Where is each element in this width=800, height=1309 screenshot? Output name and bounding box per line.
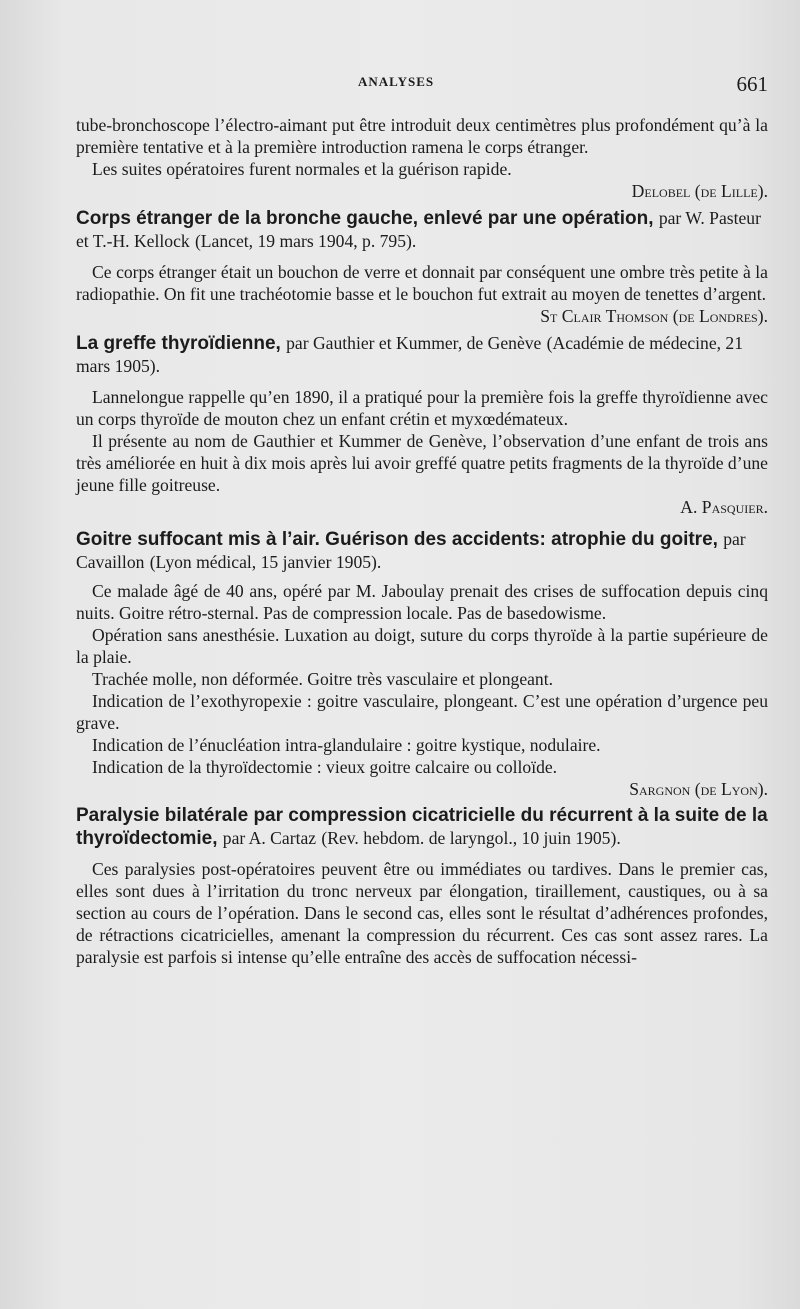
page-header [78, 72, 768, 100]
article [76, 207, 768, 327]
paragraph: Indication de l’exothyropexie : goitre vasculaire, plongeant. C’est une opération d’urgence peu grave. [76, 691, 768, 733]
paragraph: Il présente au nom de Gauthier et Kummer de Genève, l’observation d’une enfant de trois ans très améliorée en huit à dix mois après lui avoir greffé quatre petits fragments de la thyroïde d’une jeune fille goitreuse. [76, 431, 768, 495]
signature: Delobel (de Lille). [631, 181, 768, 201]
page-body [76, 114, 768, 968]
paragraph: Indication de l’énucléation intra-glandulaire : goitre kystique, nodulaire. [92, 735, 601, 755]
paragraph: Ce corps étranger était un bouchon de verre et donnait par conséquent une ombre très petite à la radiopathie. On fit une trachéotomie basse et le bouchon fut extrait au moyen de tenettes d’argent. [76, 262, 768, 304]
article-byline: par Gauthier et Kummer, de Genève [286, 333, 542, 353]
article-source: (Lancet, 19 mars 1904, p. 795). [194, 231, 417, 251]
signature: Sargnon (de Lyon). [629, 779, 768, 799]
running-head: ANALYSES [358, 74, 435, 89]
paragraph: Trachée molle, non déformée. Goitre très vasculaire et plongeant. [92, 669, 554, 689]
paragraph: tube-bronchoscope l’électro-aimant put être introduit deux centimètres plus profondément qu’à la première tentative et à la première introduction ramena le corps étranger. [76, 115, 768, 157]
paragraph: Indication de la thyroïdectomie : vieux goitre calcaire ou colloïde. [92, 757, 558, 777]
signature: St Clair Thomson (de Londres). [540, 306, 768, 326]
article-source: (Rev. hebdom. de laryngol., 10 juin 1905). [321, 828, 621, 848]
article-byline: par Cavaillon [76, 529, 746, 572]
paragraph: Opération sans anesthésie. Luxation au doigt, suture du corps thyroïde à la partie supérieure de la plaie. [76, 625, 768, 667]
article [76, 805, 768, 968]
article-source: (Académie de médecine, 21 mars 1905). [76, 333, 744, 376]
signature: A. Pasquier. [680, 497, 768, 517]
article [76, 528, 768, 800]
page-number: 661 [736, 72, 768, 96]
paragraph: Ces paralysies post-opératoires peuvent être ou immédiates ou tardives. Dans le premier cas, elles sont dues à l’irritation du tronc nerveux par élongation, tiraillement, caustiques, ou à sa section au cours de l’opération. Dans le second cas, elles sont le résultat d’adhérences profondes, de rétractions cicatricielles, amenant la compression du récurrent. Ces cas sont assez rares. La paralysie est parfois si intense qu’elle entraîne des accès de suffocation nécessi- [76, 859, 768, 967]
article [76, 332, 768, 518]
article-byline: par A. Cartaz [222, 828, 317, 848]
article-title: Paralysie bilatérale par compression cicatricielle du récurrent à la suite de la thyroïdectomie, [76, 805, 768, 849]
article-title: Goitre suffocant mis à l’air. Guérison des accidents: atrophie du goitre, [76, 529, 718, 550]
continuation [76, 114, 768, 202]
paragraph: Les suites opératoires furent normales et la guérison rapide. [92, 159, 512, 179]
article-title: Corps étranger de la bronche gauche, enlevé par une opération, [76, 208, 654, 229]
article-title: La greffe thyroïdienne, [76, 333, 281, 354]
paragraph: Lannelongue rappelle qu’en 1890, il a pratiqué pour la première fois la greffe thyroïdienne avec un corps thyroïde de mouton chez un enfant crétin et myxœdémateux. [76, 387, 768, 429]
paragraph: Ce malade âgé de 40 ans, opéré par M. Jaboulay prenait des crises de suffocation depuis cinq nuits. Goitre rétro-sternal. Pas de compression locale. Pas de basedowisme. [76, 581, 768, 623]
article-byline: par W. Pasteur et T.-H. Kellock [76, 208, 761, 251]
article-source: (Lyon médical, 15 janvier 1905). [149, 552, 382, 572]
